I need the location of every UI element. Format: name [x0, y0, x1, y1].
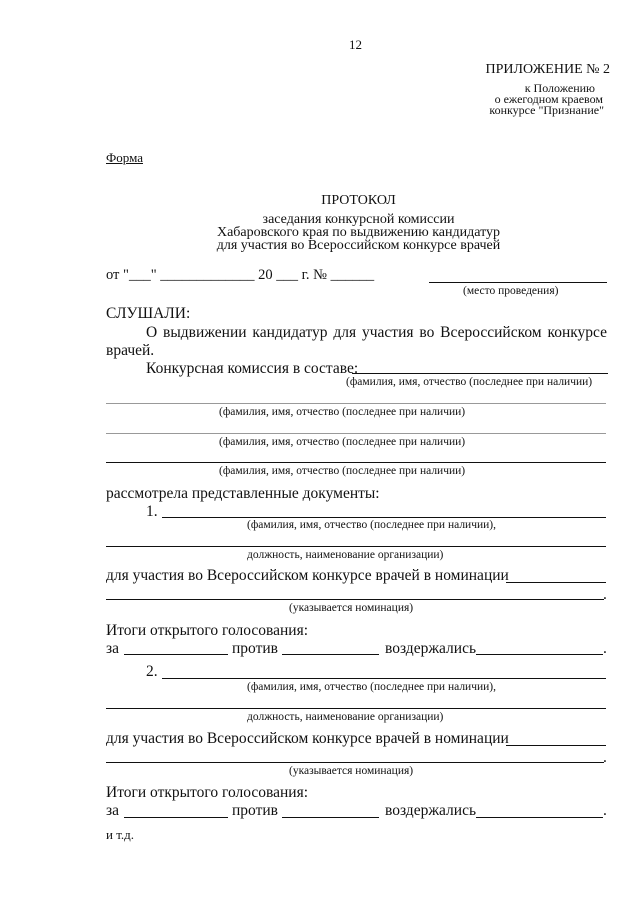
member-line-3 — [106, 433, 606, 434]
vote-abstain-label: воздержались — [385, 640, 477, 657]
fio-caption-2: (фамилия, имя, отчество (последнее при наличии) — [219, 406, 466, 418]
nomination-text: для участия во Всероссийском конкурсе врачей в номинации — [106, 730, 509, 747]
member-line-2 — [106, 403, 606, 404]
place-line — [429, 282, 607, 283]
commission-label: Конкурсная комиссия в составе: — [146, 360, 359, 377]
heard-label: СЛУШАЛИ: — [106, 305, 191, 322]
nomination-line-short — [506, 582, 606, 583]
appendix-line3: конкурсе "Признание" — [489, 103, 604, 117]
candidate-fio-caption: (фамилия, имя, отчество (последнее при наличии), — [247, 681, 497, 693]
candidate-position-caption: должность, наименование организации) — [247, 711, 444, 723]
nomination-text: для участия во Всероссийском конкурсе врачей в номинации — [106, 567, 509, 584]
vote-abstain-line — [476, 817, 603, 818]
page-number: 12 — [349, 37, 362, 52]
protocol-title: ПРОТОКОЛ — [321, 193, 396, 208]
protocol-sub1: заседания конкурсной комиссии — [262, 212, 455, 227]
fio-caption: (фамилия, имя, отчество (последнее при наличии) — [346, 376, 593, 388]
candidate-fio-line — [162, 517, 606, 518]
vote-for-line — [124, 654, 228, 655]
etc-text: и т.д. — [106, 827, 135, 842]
place-caption: (место проведения) — [463, 285, 559, 297]
vote-title: Итоги открытого голосования: — [106, 784, 309, 801]
vote-title: Итоги открытого голосования: — [106, 622, 309, 639]
candidate-position-caption: должность, наименование организации) — [247, 549, 444, 561]
nomination-caption: (указывается номинация) — [289, 765, 414, 777]
appendix-title: ПРИЛОЖЕНИЕ № 2 — [485, 62, 610, 77]
candidate-number: 1. — [146, 503, 158, 520]
vote-for-line — [124, 817, 228, 818]
fio-caption-4: (фамилия, имя, отчество (последнее при наличии) — [219, 465, 466, 477]
date-line: от "___" _____________ 20 ___ г. № ______ — [106, 267, 375, 283]
candidate-number: 2. — [146, 663, 158, 680]
candidate-fio-caption: (фамилия, имя, отчество (последнее при наличии), — [247, 519, 497, 531]
vote-against-line — [282, 654, 379, 655]
protocol-sub3: для участия во Всероссийском конкурсе врачей — [216, 238, 501, 253]
vote-abstain-line — [476, 654, 603, 655]
appendix-line2: о ежегодном краевом — [494, 92, 603, 106]
fio-caption-3: (фамилия, имя, отчество (последнее при наличии) — [219, 436, 466, 448]
nomination-line-full — [106, 599, 604, 600]
appendix-line1: к Положению — [524, 81, 595, 95]
vote-against-label: против — [232, 802, 278, 819]
vote-end-dot: . — [603, 802, 607, 819]
commission-line — [352, 373, 608, 374]
vote-for-label: за — [106, 802, 120, 819]
nomination-dot: . — [603, 749, 607, 766]
heard-text-line2: врачей. — [106, 342, 155, 359]
vote-abstain-label: воздержались — [385, 802, 477, 819]
form-label: Форма — [106, 150, 143, 165]
candidate-fio-line — [162, 678, 606, 679]
member-line-4 — [106, 462, 606, 463]
heard-text-line1: О выдвижении кандидатур для участия во Всероссийском конкурсе — [146, 324, 607, 341]
candidate-position-line — [106, 708, 606, 709]
vote-for-label: за — [106, 640, 120, 657]
nomination-dot: . — [603, 586, 607, 603]
vote-end-dot: . — [603, 640, 607, 657]
vote-against-label: против — [232, 640, 278, 657]
vote-against-line — [282, 817, 379, 818]
protocol-sub2: Хабаровского края по выдвижению кандидатур — [216, 225, 501, 240]
nomination-line-full — [106, 762, 604, 763]
nomination-caption: (указывается номинация) — [289, 602, 414, 614]
reviewed-label: рассмотрела представленные документы: — [106, 485, 380, 502]
candidate-position-line — [106, 546, 606, 547]
nomination-line-short — [506, 745, 606, 746]
